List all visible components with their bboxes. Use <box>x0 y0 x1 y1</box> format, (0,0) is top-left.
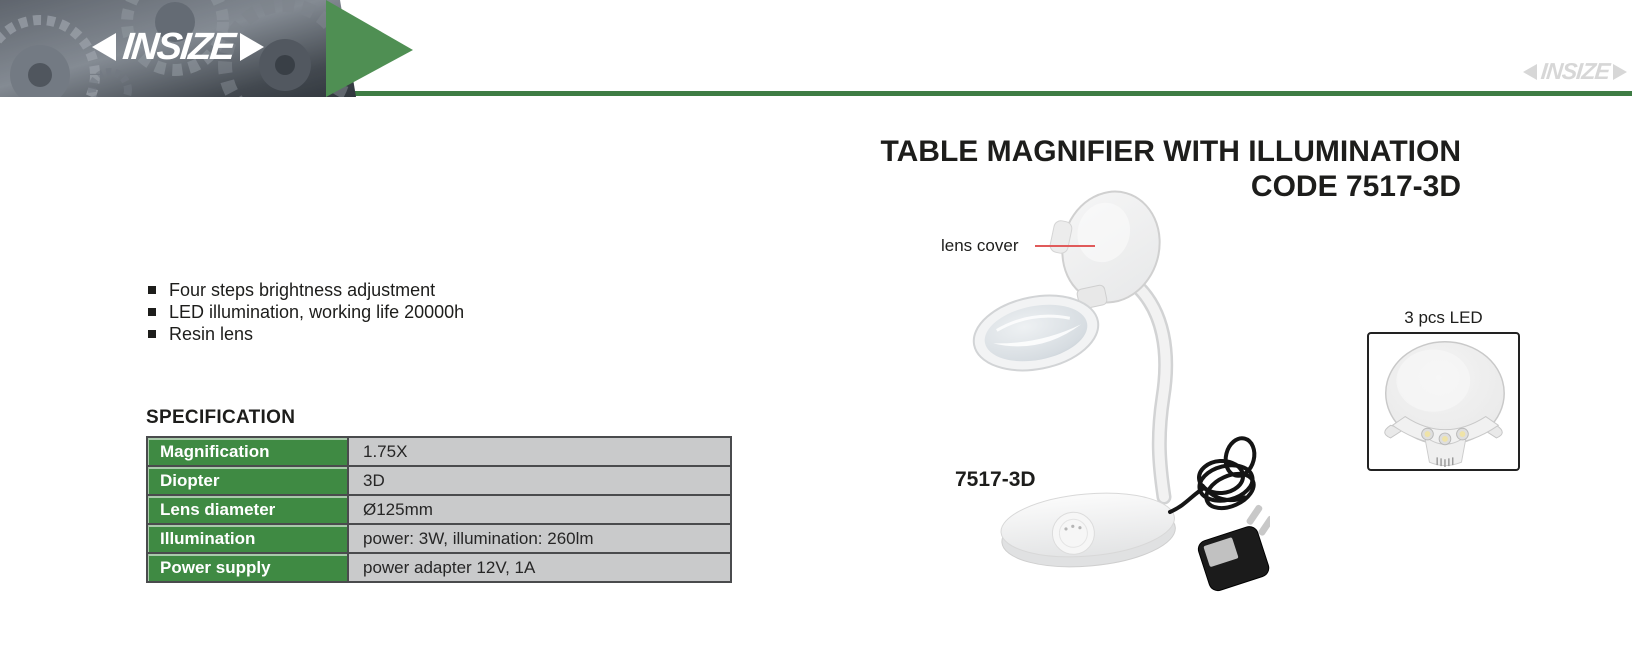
led-caption: 3 pcs LED <box>1404 308 1483 327</box>
list-item <box>146 279 464 301</box>
watermark-left-arrow-icon <box>1523 64 1537 80</box>
insize-logo <box>92 28 264 66</box>
lens-cover-callout-line <box>1035 245 1095 247</box>
watermark-text: INSIZE <box>1539 58 1611 84</box>
table-row <box>147 553 731 582</box>
logo-right-arrow-icon <box>240 33 264 61</box>
model-code-label: 7517-3D <box>955 468 1036 491</box>
list-item <box>146 323 464 345</box>
logo-left-arrow-icon <box>92 33 116 61</box>
spec-value: Ø125mm <box>348 495 731 524</box>
spec-value: power: 3W, illumination: 260lm <box>348 524 731 553</box>
spec-label: Lens diameter <box>147 495 348 524</box>
feature-text: LED illumination, working life 20000h <box>169 302 465 322</box>
title-line2: CODE 7517-3D <box>1250 170 1461 203</box>
watermark-right-arrow-icon <box>1613 64 1627 80</box>
feature-text: Resin lens <box>169 324 254 344</box>
feature-list <box>146 279 464 345</box>
spec-value: 1.75X <box>348 437 731 466</box>
table-row <box>147 466 731 495</box>
specification-heading: SPECIFICATION <box>146 407 296 428</box>
bullet-square-icon <box>148 286 156 294</box>
list-item <box>146 301 464 323</box>
spec-label: Diopter <box>147 466 348 495</box>
logo-text: INSIZE <box>120 26 236 68</box>
spec-value: power adapter 12V, 1A <box>348 553 731 582</box>
led-detail-box <box>1367 332 1520 471</box>
spec-value: 3D <box>348 466 731 495</box>
insize-watermark <box>1523 60 1627 83</box>
specification-table <box>146 436 732 583</box>
table-row <box>147 524 731 553</box>
title-line1: TABLE MAGNIFIER WITH ILLUMINATION <box>880 135 1461 168</box>
spec-label: Illumination <box>147 524 348 553</box>
table-row <box>147 437 731 466</box>
spec-label: Power supply <box>147 553 348 582</box>
led-detail-photo <box>1369 334 1518 469</box>
feature-text: Four steps brightness adjustment <box>169 280 436 300</box>
bullet-square-icon <box>148 308 156 316</box>
spec-label: Magnification <box>147 437 348 466</box>
table-row <box>147 495 731 524</box>
bullet-square-icon <box>148 330 156 338</box>
lens-cover-label: lens cover <box>941 236 1019 255</box>
